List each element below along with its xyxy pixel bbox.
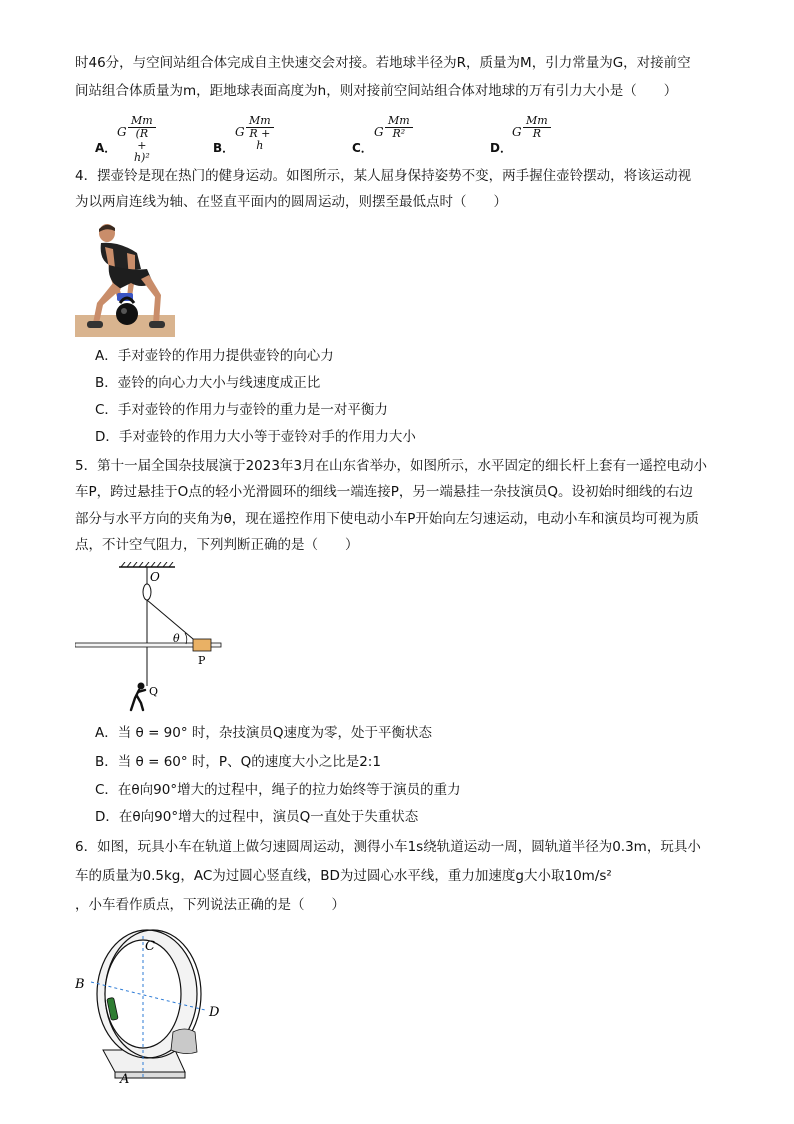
theta-label: θ xyxy=(173,632,180,645)
option-letter: A． xyxy=(95,141,117,155)
q5-option-b[interactable]: B．当 θ = 60° 时，P、Q的速度大小之比是2:1 xyxy=(95,754,381,770)
point-b-label: B xyxy=(75,977,85,992)
q5-rope-diagram xyxy=(75,562,225,714)
q6-line-3: ，小车看作质点，下列说法正确的是（ ） xyxy=(75,897,345,913)
option-letter: B． xyxy=(213,141,235,155)
kettlebell-photo xyxy=(75,219,175,337)
gravity-constant: G xyxy=(512,125,522,139)
formula-fraction: $\frac{Mm}{\text{R²}}$ xyxy=(385,115,413,140)
q5-option-a[interactable]: A．当 θ = 90° 时，杂技演员Q速度为零，处于平衡状态 xyxy=(95,725,433,741)
q4-line-2: 为以两肩连线为轴、在竖直平面内的圆周运动，则摆至最低点时（ ） xyxy=(75,194,507,210)
gravity-constant: G xyxy=(374,125,384,139)
option-letter: C． xyxy=(352,141,373,155)
point-c-label: C xyxy=(145,939,155,954)
gravity-constant: G xyxy=(235,125,245,139)
q4-option-c[interactable]: C．手对壶铃的作用力与壶铃的重力是一对平衡力 xyxy=(95,402,388,418)
q6-line-2: 车的质量为0.5kg，AC为过圆心竖直线，BD为过圆心水平线，重力加速度g大小取10m/s² xyxy=(75,868,612,884)
q3-line-1: 时46分，与空间站组合体完成自主快速交会对接。若地球半径为R，质量为M，引力常量为G，对接前空 xyxy=(75,55,691,71)
q5-line-4: 点，不计空气阻力，下列判断正确的是（ ） xyxy=(75,537,359,553)
point-a-label: A xyxy=(120,1072,130,1087)
q6-line-1: 6．如图，玩具小车在轨道上做匀速圆周运动，测得小车1s绕轨道运动一周，圆轨道半径为0.3m，玩具小 xyxy=(75,839,701,855)
option-letter: D． xyxy=(490,141,512,155)
q5-option-d[interactable]: D．在θ向90°增大的过程中，演员Q一直处于失重状态 xyxy=(95,809,419,825)
cart-p-label: P xyxy=(198,654,206,667)
q4-option-d[interactable]: D．手对壶铃的作用力大小等于壶铃对手的作用力大小 xyxy=(95,429,416,445)
q4-line-1: 4．摆壶铃是现在热门的健身运动。如图所示，某人屈身保持姿势不变，两手握住壶铃摆动，将该运动视 xyxy=(75,168,692,184)
gravity-constant: G xyxy=(117,125,127,139)
q6-loop-track-diagram xyxy=(75,922,235,1087)
point-d-label: D xyxy=(209,1005,220,1020)
point-o-label: O xyxy=(150,570,160,584)
q4-option-b[interactable]: B．壶铃的向心力大小与线速度成正比 xyxy=(95,375,321,391)
q5-line-3: 部分与水平方向的夹角为θ，现在遥控作用下使电动小车P开始向左匀速运动，电动小车和演员均可视为质 xyxy=(75,511,699,527)
q5-line-2: 车P，跨过悬挂于O点的轻小光滑圆环的细线一端连接P，另一端悬挂一杂技演员Q。设初始时细线的右边 xyxy=(75,484,694,500)
q5-option-c[interactable]: C．在θ向90°增大的过程中，绳子的拉力始终等于演员的重力 xyxy=(95,782,461,798)
formula-fraction: $\frac{Mm}{R + h}$ xyxy=(246,115,274,152)
q5-line-1: 5．第十一届全国杂技展演于2023年3月在山东省举办，如图所示，水平固定的细长杆上套有一遥控电动小 xyxy=(75,458,708,474)
formula-fraction: $\frac{Mm}{\text{(R + h)²}}$ xyxy=(128,115,156,164)
q3-line-2: 间站组合体质量为m，距地球表面高度为h，则对接前空间站组合体对地球的万有引力大小是（ ） xyxy=(75,83,678,99)
performer-q-label: Q xyxy=(149,685,159,698)
formula-fraction: $\frac{Mm}{R}$ xyxy=(523,115,551,140)
q4-option-a[interactable]: A．手对壶铃的作用力提供壶铃的向心力 xyxy=(95,348,334,364)
